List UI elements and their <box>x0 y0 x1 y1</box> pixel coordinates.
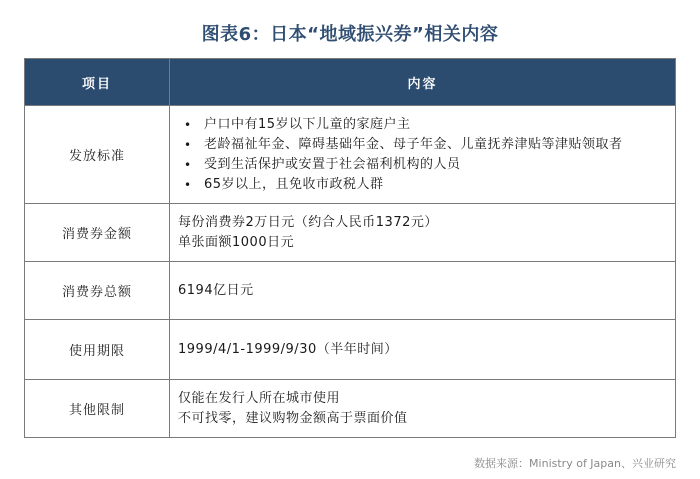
row-label: 发放标准 <box>25 106 170 204</box>
content-line: 6194亿日元 <box>178 282 254 298</box>
list-item: • 受到生活保护或安置于社会福利机构的人员 <box>204 155 675 175</box>
info-table <box>24 58 676 438</box>
row-label: 其他限制 <box>25 380 170 438</box>
list-item: • 65岁以上，且免收市政税人群 <box>204 175 675 195</box>
table-header-row <box>25 59 676 106</box>
table-row <box>25 320 676 380</box>
content-line: 每份消费券2万日元（约合人民币1372元） <box>178 214 438 230</box>
row-label: 消费券总额 <box>25 262 170 320</box>
row-content <box>170 204 676 262</box>
header-content: 内容 <box>170 59 676 106</box>
bullet-list <box>178 115 675 195</box>
table-row <box>25 106 676 204</box>
data-source-note: 数据来源：Ministry of Japan、兴业研究 <box>474 457 676 470</box>
table-row <box>25 262 676 320</box>
row-content <box>170 380 676 438</box>
row-content <box>170 262 676 320</box>
list-item: • 户口中有15岁以下儿童的家庭户主 <box>204 115 675 135</box>
page-title: 图表6：日本“地域振兴券”相关内容 <box>201 24 499 45</box>
row-content <box>170 320 676 380</box>
row-content <box>170 106 676 204</box>
content-line: 不可找零，建议购物金额高于票面价值 <box>178 410 408 426</box>
content-line: 单张面额1000日元 <box>178 234 295 250</box>
header-item: 项目 <box>25 59 170 106</box>
row-label: 消费券金额 <box>25 204 170 262</box>
content-line: 仅能在发行人所在城市使用 <box>178 390 341 406</box>
table-row <box>25 204 676 262</box>
row-label: 使用期限 <box>25 320 170 380</box>
table-row <box>25 380 676 438</box>
content-line: 1999/4/1-1999/9/30（半年时间） <box>178 341 398 357</box>
list-item: • 老龄福祉年金、障碍基础年金、母子年金、儿童抚养津贴等津贴领取者 <box>204 135 675 155</box>
